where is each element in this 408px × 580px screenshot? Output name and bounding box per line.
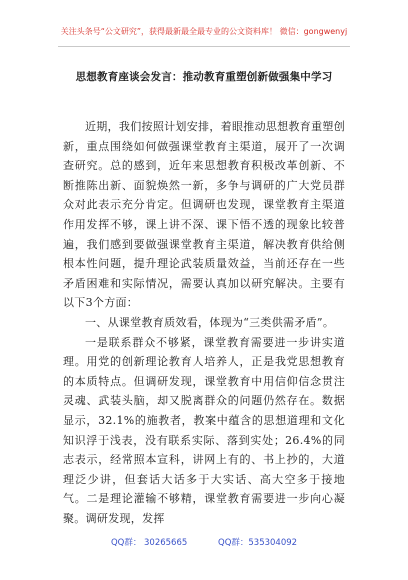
- document-title: 思想教育座谈会发言：推动教育重塑创新做强集中学习: [75, 71, 333, 83]
- document-body: [63, 117, 345, 528]
- header-divider: [58, 46, 350, 47]
- paragraph-intro: 近期，我们按照计划安排，着眼推动思想教育重塑创新，重点围绕如何做强课堂教育主渠道，展开了一次调查研究。总的感到，近年来思想教育积极改革创新、不断推陈出新、面貌焕然一新，多争与调研的广大党员群众对此表示充分肯定。但调研也发现，课堂教育主渠道作用发挥不够，课上讲不深、课下悟不透的现象比较普遍，我们感到要做强课堂教育主渠道，解决教育供给侧根本性问题，提升理论武装质量效益，当前还存在一些矛盾困难和实际情况，需要认真加以研究解决。主要有以下3个方面：: [63, 120, 345, 310]
- header-banner: 关注头条号“公文研究”，获得最新最全最专业的公文资料库！ 微信：gongwenyj: [60, 27, 348, 36]
- footer-qq-group-2: QQ群：535304092: [218, 538, 298, 548]
- paragraph-section-heading: 一、从课堂教育质效看，体现为“三类供需矛盾”。: [85, 315, 335, 329]
- footer: [0, 536, 408, 548]
- paragraph-point-one: 一是联系群众不够紧，课堂教育需要进一步讲实道理。用党的创新理论教育人培养人，正是我党思想教育的本质特点。但调研发现，课堂教育中用信仰信念贯注灵魂、武装头脑，却又脱离群众的问题仍然存在。数据显示，32.1%的施教者，教案中蕴含的思想道理和文化知识浮于浅表，没有联系实际、落到实处；26.4%的同志表示，经常照本宣科，讲网上有的、书上抄的，大道理泛少讲，但套话大话多于大实话、高大空多于接地气。二是理论灌输不够精，课堂教育需要进一步向心凝聚。调研发现，发挥: [63, 335, 345, 525]
- footer-qq-group-1: QQ群： 30265665: [110, 538, 188, 548]
